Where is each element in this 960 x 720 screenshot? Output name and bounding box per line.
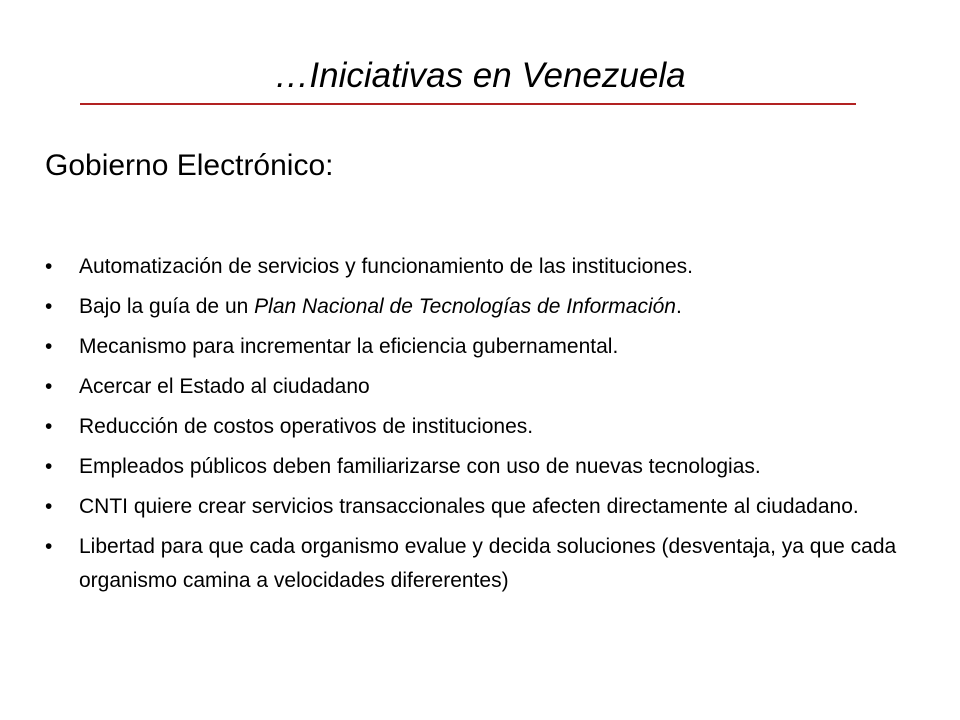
bullet-item xyxy=(45,490,945,524)
slide-subtitle: Gobierno Electrónico: xyxy=(45,149,334,182)
bullet-item xyxy=(45,290,945,324)
bullet-text-italic: Plan Nacional de Tecnologías de Información xyxy=(254,295,676,318)
bullet-item xyxy=(45,330,945,364)
bullet-text: CNTI quiere crear servicios transaccionales que afecten directamente al ciudadano. xyxy=(79,495,859,518)
bullet-item xyxy=(45,370,945,404)
bullet-text: Mecanismo para incrementar la eficiencia gubernamental. xyxy=(79,335,619,358)
title-divider xyxy=(80,103,856,105)
bullet-item xyxy=(45,450,945,484)
bullet-list xyxy=(45,250,945,604)
bullet-text xyxy=(79,295,682,318)
bullet-item xyxy=(45,250,945,284)
bullet-icon: • xyxy=(45,495,53,518)
bullet-icon: • xyxy=(45,255,53,278)
bullet-icon: • xyxy=(45,535,53,558)
bullet-item xyxy=(45,530,945,598)
bullet-icon: • xyxy=(45,375,53,398)
bullet-text: Acercar el Estado al ciudadano xyxy=(79,375,370,398)
bullet-text: Automatización de servicios y funcionamiento de las instituciones. xyxy=(79,255,693,278)
bullet-text-suffix: . xyxy=(675,295,682,318)
bullet-text-prefix: Bajo la guía de un xyxy=(79,295,255,318)
bullet-icon: • xyxy=(45,455,53,478)
bullet-icon: • xyxy=(45,295,53,318)
bullet-icon: • xyxy=(45,415,53,438)
slide-title: …Iniciativas en Venezuela xyxy=(274,56,686,95)
bullet-text: Reducción de costos operativos de instituciones. xyxy=(79,415,534,438)
bullet-item xyxy=(45,410,945,444)
bullet-text: Libertad para que cada organismo evalue y decida soluciones (desventaja, ya que cada organismo camina a velocidades difererentes) xyxy=(79,535,897,592)
bullet-text: Empleados públicos deben familiarizarse con uso de nuevas tecnologias. xyxy=(79,455,761,478)
bullet-icon: • xyxy=(45,335,53,358)
